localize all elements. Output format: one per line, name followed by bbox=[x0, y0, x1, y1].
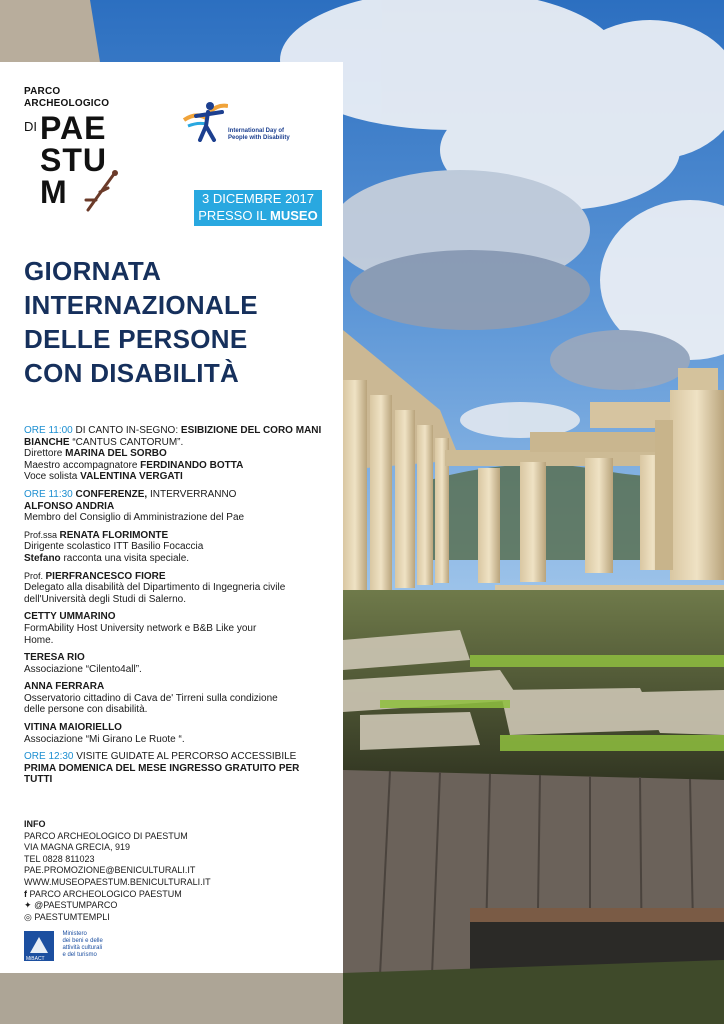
info-block bbox=[24, 819, 324, 923]
mibact-logo-text: MiBACT bbox=[26, 956, 45, 961]
logo-line-archeologico: ARCHEOLOGICO bbox=[24, 98, 110, 109]
mibact-line-3: attività culturali bbox=[62, 945, 103, 951]
logo-line-parco: PARCO bbox=[24, 86, 61, 97]
info-twitter: @PAESTUMPARCO bbox=[34, 900, 118, 911]
info-address: VIA MAGNA GRECIA, 919 bbox=[24, 842, 131, 853]
speaker-florimonte: RENATA FLORIMONTE bbox=[59, 529, 169, 541]
date-box bbox=[194, 190, 322, 226]
mibact-logo bbox=[24, 931, 122, 961]
info-instagram-row[interactable] bbox=[24, 912, 324, 924]
maestro-label: Maestro accompagnatore bbox=[24, 459, 141, 471]
title-line-1: GIORNATA bbox=[24, 256, 162, 286]
speaker-ferrara: ANNA FERRARA bbox=[24, 681, 105, 693]
paestum-line-2: STU bbox=[40, 142, 107, 178]
speaker-rio: TERESA RIO bbox=[24, 652, 85, 664]
title-line-3: DELLE PERSONE bbox=[24, 324, 248, 354]
title-line-2: INTERNAZIONALE bbox=[24, 290, 258, 320]
speaker-florimonte-block bbox=[24, 530, 324, 565]
info-heading: INFO bbox=[24, 819, 46, 829]
speaker-fiore-role-2: dell'Università degli Studi di Salerno. bbox=[24, 593, 186, 605]
program bbox=[24, 425, 324, 786]
speaker-stefano: Stefano bbox=[24, 552, 61, 564]
venue-prefix: PRESSO IL bbox=[198, 208, 271, 223]
info-facebook-row[interactable] bbox=[24, 889, 324, 901]
florimonte-prefix: Prof.ssa bbox=[24, 529, 60, 540]
info-email[interactable]: PAE.PROMOZIONE@BENICULTURALI.IT bbox=[24, 865, 196, 876]
speaker-andria-role: Membro del Consiglio di Amministrazione del Pae bbox=[24, 512, 245, 524]
event-venue bbox=[194, 207, 322, 224]
paestum-line-1: PAE bbox=[40, 110, 107, 146]
info-org: PARCO ARCHEOLOGICO DI PAESTUM bbox=[24, 830, 188, 841]
stefano-text: racconta una visita speciale. bbox=[60, 552, 190, 564]
mibact-line-4: e del turismo bbox=[62, 952, 97, 958]
maestro-name: FERDINANDO BOTTA bbox=[140, 459, 244, 471]
speaker-maioriello: VITINA MAIORIELLO bbox=[24, 722, 122, 734]
instagram-icon: ◎ bbox=[24, 911, 32, 922]
time-1130: ORE 11:30 bbox=[24, 488, 73, 500]
diver-figure-icon bbox=[78, 170, 118, 220]
program-conferenze bbox=[24, 489, 324, 524]
facebook-icon: f bbox=[24, 888, 27, 899]
program-visite bbox=[24, 751, 324, 786]
speaker-maioriello-role: Associazione “Mi Girano Le Ruote “. bbox=[24, 733, 185, 745]
info-website[interactable]: WWW.MUSEOPAESTUM.BENICULTURALI.IT bbox=[24, 876, 211, 887]
speaker-ferrara-role-1: Osservatorio cittadino di Cava de' Tirreni sulla condizione bbox=[24, 692, 278, 704]
mibact-emblem-icon bbox=[24, 931, 54, 961]
parco-logo-text bbox=[24, 86, 109, 110]
speaker-maioriello-block bbox=[24, 722, 324, 745]
info-twitter-row[interactable] bbox=[24, 900, 324, 912]
coro-text-b: ESIBIZIONE DEL CORO MANI BIANCHE bbox=[24, 425, 322, 448]
speaker-ummarino-role-2: Home. bbox=[24, 634, 54, 646]
mibact-line-2: dei beni e delle bbox=[62, 938, 103, 944]
fiore-prefix: Prof. bbox=[24, 570, 46, 581]
time-1100: ORE 11:00 bbox=[24, 425, 73, 436]
idpd-line-2: People with Disability bbox=[228, 135, 290, 141]
director-label: Direttore bbox=[24, 448, 66, 460]
event-date: 3 DICEMBRE 2017 bbox=[202, 191, 314, 206]
speaker-ummarino: CETTY UMMARINO bbox=[24, 611, 116, 623]
speaker-andria: ALFONSO ANDRIA bbox=[24, 500, 115, 512]
speaker-florimonte-role: Dirigente scolastico ITT Basilio Focaccia bbox=[24, 541, 204, 553]
coro-text-a: DI CANTO IN-SEGNO: bbox=[72, 425, 181, 436]
mibact-text bbox=[62, 931, 122, 959]
conf-text-a: CONFERENZE, bbox=[72, 488, 148, 500]
logo-di: DI bbox=[24, 119, 37, 134]
info-facebook: PARCO ARCHEOLOGICO PAESTUM bbox=[29, 888, 182, 899]
visite-text: VISITE GUIDATE AL PERCORSO ACCESSIBILE bbox=[73, 751, 297, 763]
poster-panel bbox=[0, 62, 343, 973]
twitter-icon: ✦ bbox=[24, 900, 32, 911]
domenica-gratuita: PRIMA DOMENICA DEL MESE INGRESSO GRATUITO PER TUTTI bbox=[24, 762, 300, 786]
mibact-line-1: Ministero bbox=[62, 931, 87, 937]
speaker-fiore-role-1: Delegato alla disabilità del Dipartimento di Ingegneria civile bbox=[24, 582, 286, 594]
speaker-fiore: PIERFRANCESCO FIORE bbox=[45, 570, 166, 582]
voce-label: Voce solista bbox=[24, 471, 81, 483]
speaker-ummarino-role-1: FormAbility Host University network e B&B Like your bbox=[24, 622, 257, 634]
wooden-walkway bbox=[343, 770, 724, 975]
event-title bbox=[24, 254, 258, 390]
info-phone: TEL 0828 811023 bbox=[24, 853, 95, 864]
director-name: MARINA DEL SORBO bbox=[65, 448, 167, 460]
speaker-ferrara-block bbox=[24, 681, 324, 716]
speaker-fiore-block bbox=[24, 571, 324, 606]
time-1230: ORE 12:30 bbox=[24, 751, 74, 763]
speaker-ferrara-role-2: delle persone con disabilità. bbox=[24, 704, 148, 716]
idpd-logo-text bbox=[228, 128, 290, 142]
speaker-ummarino-block bbox=[24, 611, 324, 646]
coro-text-c: “CANTUS CANTORUM”. bbox=[69, 436, 184, 448]
info-instagram: PAESTUMTEMPLI bbox=[34, 911, 110, 922]
conf-text-b: INTERVERRANNO bbox=[147, 488, 237, 500]
speaker-rio-role: Associazione “Cilento4all”. bbox=[24, 663, 142, 675]
venue-museo: MUSEO bbox=[270, 208, 318, 223]
voce-name: VALENTINA VERGATI bbox=[80, 471, 183, 483]
program-coro bbox=[24, 425, 324, 483]
speaker-rio-block bbox=[24, 652, 324, 675]
paestum-line-3: M bbox=[40, 174, 68, 210]
idpd-line-1: International Day of bbox=[228, 128, 285, 134]
title-line-4: CON DISABILITÀ bbox=[24, 358, 240, 388]
idpd-figure-icon bbox=[182, 98, 228, 142]
